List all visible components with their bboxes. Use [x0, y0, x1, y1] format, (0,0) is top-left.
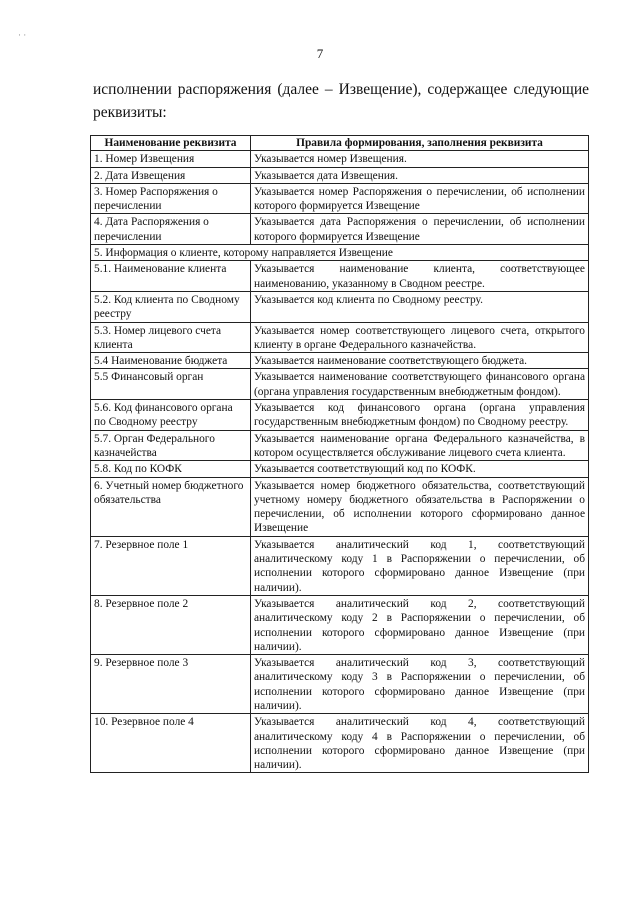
filling-rule-cell: Указывается номер Извещения.	[251, 151, 589, 167]
requisites-table	[90, 135, 589, 773]
filling-rule-cell: Указывается аналитический код 2, соответствующий аналитическому коду 2 в Распоряжении о перечислении, об исполнении которого сформировано данное Извещение (при наличии).	[251, 595, 589, 654]
requisite-name-cell: 5.3. Номер лицевого счета клиента	[91, 322, 251, 353]
table-row	[91, 655, 589, 714]
table-row	[91, 400, 589, 431]
table-body	[91, 151, 589, 773]
filling-rule-cell: Указывается наименование органа Федерального казначейства, в котором осуществляется обслуживание лицевого счета клиента.	[251, 430, 589, 461]
table-row	[91, 477, 589, 536]
filling-rule-cell: Указывается аналитический код 4, соответствующий аналитическому коду 4 в Распоряжении о перечислении, об исполнении которого сформировано данное Извещение (при наличии).	[251, 714, 589, 773]
section-header-cell: 5. Информация о клиенте, которому направляется Извещение	[91, 245, 589, 261]
filling-rule-cell: Указывается аналитический код 1, соответствующий аналитическому коду 1 в Распоряжении о перечислении, об исполнении которого сформировано данное Извещение (при наличии).	[251, 536, 589, 595]
table-row	[91, 536, 589, 595]
table-row	[91, 461, 589, 477]
header-filling-rules: Правила формирования, заполнения реквизита	[251, 136, 589, 151]
requisite-name-cell: 5.4 Наименование бюджета	[91, 353, 251, 369]
table-row	[91, 369, 589, 400]
filling-rule-cell: Указывается номер соответствующего лицевого счета, открытого клиенту в органе Федерального казначейства.	[251, 322, 589, 353]
filling-rule-cell: Указывается наименование клиента, соответствующее наименованию, указанному в Сводном реестре.	[251, 261, 589, 292]
requisite-name-cell: 5.2. Код клиента по Сводному реестру	[91, 291, 251, 322]
scan-marks: · ·	[18, 30, 27, 40]
table-row	[91, 167, 589, 183]
requisite-name-cell: 5.1. Наименование клиента	[91, 261, 251, 292]
requisite-name-cell: 1. Номер Извещения	[91, 151, 251, 167]
page-number: 7	[316, 46, 324, 61]
requisite-name-cell: 4. Дата Распоряжения о перечислении	[91, 214, 251, 245]
table-row	[91, 245, 589, 261]
filling-rule-cell: Указывается соответствующий код по КОФК.	[251, 461, 589, 477]
filling-rule-cell: Указывается дата Распоряжения о перечислении, об исполнении которого формируется Извещение	[251, 214, 589, 245]
requisite-name-cell: 3. Номер Распоряжения о перечислении	[91, 183, 251, 214]
filling-rule-cell: Указывается номер Распоряжения о перечислении, об исполнении которого формируется Извещение	[251, 183, 589, 214]
requisite-name-cell: 6. Учетный номер бюджетного обязательства	[91, 477, 251, 536]
requisite-name-cell: 10. Резервное поле 4	[91, 714, 251, 773]
intro-paragraph: исполнении распоряжения (далее – Извещение), содержащее следующие реквизиты:	[93, 81, 589, 121]
filling-rule-cell: Указывается код финансового органа (органа управления государственным внебюджетным фондом) по Сводному реестру.	[251, 400, 589, 431]
table-row	[91, 183, 589, 214]
header-requisite-name: Наименование реквизита	[91, 136, 251, 151]
table-row	[91, 595, 589, 654]
table-row	[91, 151, 589, 167]
requisite-name-cell: 5.8. Код по КОФК	[91, 461, 251, 477]
filling-rule-cell: Указывается наименование соответствующего финансового органа (органа управления государственным внебюджетным фондом).	[251, 369, 589, 400]
table-row	[91, 322, 589, 353]
table-row	[91, 430, 589, 461]
requisite-name-cell: 9. Резервное поле 3	[91, 655, 251, 714]
table-row	[91, 291, 589, 322]
filling-rule-cell: Указывается номер бюджетного обязательства, соответствующий учетному номеру бюджетного обязательства в Распоряжении о перечислении, об исполнении которого сформировано данное Извещение	[251, 477, 589, 536]
requisite-name-cell: 5.7. Орган Федерального казначейства	[91, 430, 251, 461]
filling-rule-cell: Указывается аналитический код 3, соответствующий аналитическому коду 3 в Распоряжении о перечислении, об исполнении которого сформировано данное Извещение (при наличии).	[251, 655, 589, 714]
filling-rule-cell: Указывается наименование соответствующего бюджета.	[251, 353, 589, 369]
table-row	[91, 214, 589, 245]
requisite-name-cell: 5.5 Финансовый орган	[91, 369, 251, 400]
requisite-name-cell: 5.6. Код финансового органа по Сводному реестру	[91, 400, 251, 431]
requisite-name-cell: 7. Резервное поле 1	[91, 536, 251, 595]
table-row	[91, 261, 589, 292]
table-row	[91, 353, 589, 369]
filling-rule-cell: Указывается код клиента по Сводному реестру.	[251, 291, 589, 322]
table-header-row	[91, 136, 589, 151]
table-row	[91, 714, 589, 773]
requisite-name-cell: 8. Резервное поле 2	[91, 595, 251, 654]
filling-rule-cell: Указывается дата Извещения.	[251, 167, 589, 183]
requisite-name-cell: 2. Дата Извещения	[91, 167, 251, 183]
